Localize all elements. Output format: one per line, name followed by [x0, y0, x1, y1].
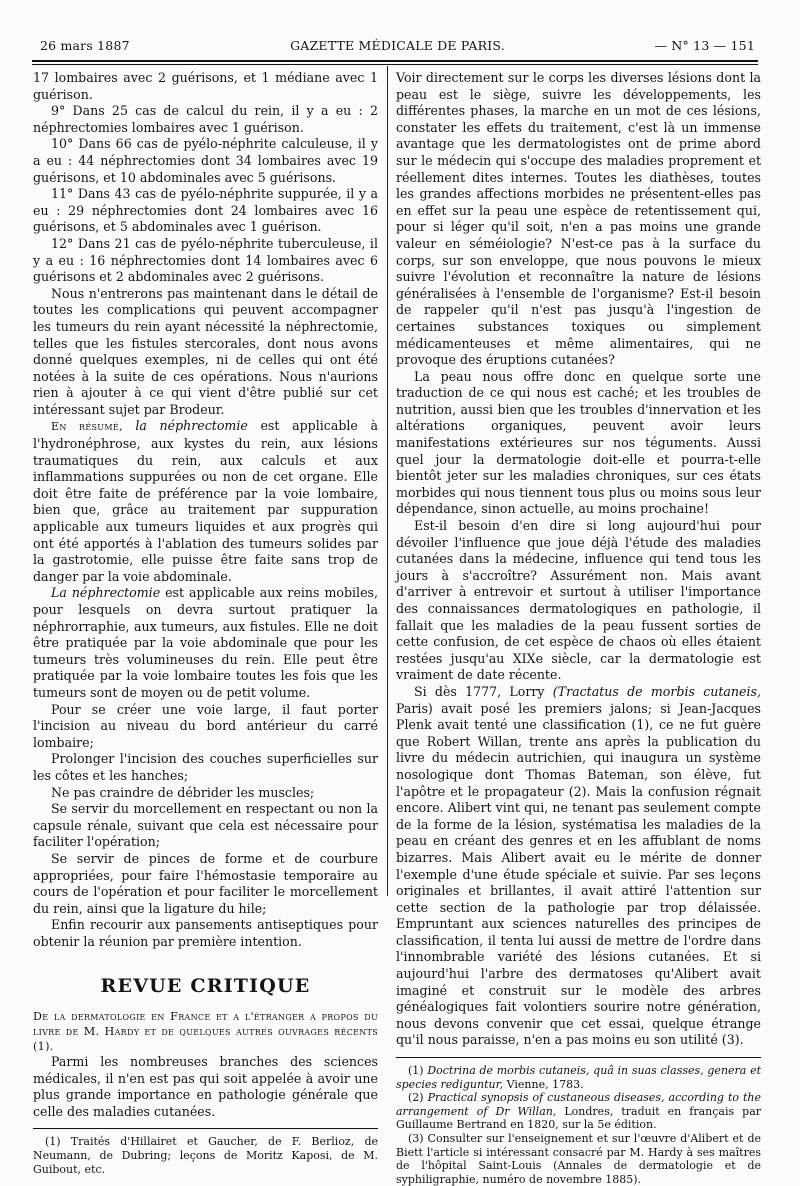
header-title: GAZETTE MÉDICALE DE PARIS. — [290, 38, 505, 53]
footnote-title: Practical synopsis of custaneous diseases, according to the arrangement of Dr Willan, — [396, 1091, 761, 1118]
paragraph: Nous n'entrerons pas maintenant dans le détail de toutes les complications qui peuvent accompagner les tumeurs du rein ayant nécessité la néphrectomie, telles que les fistules stercorales, dont nous avons donné quelques exemples, ni de celles qui ont été notées à la suite de ces opérations. Nous n'aurions rien à ajouter à ce qui vient d'être publié sur cet intéressant sujet par Brodeur. — [33, 285, 378, 417]
paragraph: 9° Dans 25 cas de calcul du rein, il y a eu : 2 néphrectomies lombaires avec 1 guérison. — [33, 103, 378, 135]
paragraph: 10° Dans 66 cas de pyélo-néphrite calculeuse, il y a eu : 44 néphrectomies dont 34 lombaires avec 19 guérisons, et 10 abdominales avec 5 guérisons. — [33, 136, 378, 185]
paragraph: 11° Dans 43 cas de pyélo-néphrite suppurée, il y a eu : 29 néphrectomies dont 24 lombaires avec 16 guérisons, et 5 abdominales avec 1 guérison. — [33, 186, 378, 235]
footnote — [396, 1091, 761, 1132]
left-column — [33, 70, 378, 1176]
footnote-rule — [33, 1128, 378, 1129]
footnote-text: Londres, traduit en français par Guillaume Bertrand en 1820, sur la 5e édition. — [396, 1104, 762, 1132]
paragraph: 17 lombaires avec 2 guérisons, et 1 médiane avec 1 guérison. — [33, 70, 378, 102]
paragraph: Parmi les nombreuses branches des sciences médicales, il n'en est pas qui soit appelée à avoir une plus grande importance en pathologie générale que celle des maladies cutanées. — [33, 1054, 378, 1119]
footnote-title: Doctrina de morbis cutaneis, quâ in suas classes, genera et species rediguntur, — [396, 1064, 761, 1091]
page-header — [40, 38, 755, 58]
header-page-number: — N° 13 — 151 — [654, 38, 755, 53]
footnote-text: Vienne, 1783. — [506, 1077, 584, 1091]
paragraph: 12° Dans 21 cas de pyélo-néphrite tuberculeuse, il y a eu : 16 néphrectomies dont 14 lombaires avec 6 guérisons et 2 abdominales avec 2 guérisons. — [33, 235, 378, 285]
paragraph: Enfin recourir aux pansements antiseptiques pour obtenir la réunion par première intention. — [33, 917, 378, 949]
footnote-number: (1) — [408, 1064, 424, 1078]
paragraph: Pour se créer une voie large, il faut porter l'incision au niveau du bord antérieur du carré lombaire; — [33, 701, 378, 750]
paragraph: Est-il besoin d'en dire si long aujourd'hui pour dévoiler l'influence que joue déjà l'étude des maladies cutanées dans la médecine, influence qui tend tous les jours à s'accroître? Assurément non. Mais avant d'arriver à entrevoir et surtout à utiliser l'importance des connaissances dermatologiques en pathologie, il fallait que les maladies de la peau fussent sorties de cette confusion, de cet espèce de chaos où elles étaient restées jusqu'au XIXe siècle, car la dermatologie est vraiment de date récente. — [396, 518, 761, 683]
paragraph-text: Paris) avait posé les premiers jalons; si Jean-Jacques Plenk avait tenté une classification (1), ce ne fut guère que Robert Willan, trente ans après la publication du livre du médecin autrichien, qui inaugura un système nosologique dont Thomas Bateman, son élève, fut l'apôtre et le propagateur (2). Mais la confusion régnait encore. Alibert vint qui, ne tenant pas seulement compte de la forme de la lésion, systématisa les maladies de la peau en créant des genres et en les affublant de noms bizarres. Mais Alibert avait eu le mérite de donner l'exemple d'une étude spéciale et suivie. Par ses leçons originales et brillantes, il avait attiré l'attention sur cette section de la pathologie par trop délaissée. Empruntant aux sciences naturelles des principes de classification, il tenta lui aussi de mettre de l'ordre dans l'innombrable variété des lésions cutanées. Et si aujourd'hui l'arbre des dermatoses qu'Alibert avait imaginé et construit sur le modèle des arbres généalogiques fait volontiers sourire notre génération, nous devons convenir que cet essai, quelque étrange qu'il nous paraisse, n'en a pas moins eu son utilité (3). — [396, 700, 761, 1048]
footnote: (1) Traités d'Hillairet et Gaucher, de F. Berlioz, de Neumann, de Dubring; leçons de Moritz Kaposi, de M. Guibout, etc. — [33, 1135, 378, 1176]
paragraph — [33, 418, 378, 585]
italic-term: La néphrectomie — [51, 585, 161, 601]
paragraph-text: Si dès 1777, Lorry — [414, 683, 545, 699]
paragraph: Voir directement sur le corps les diverses lésions dont la peau est le siège, suivre les développements, les différentes phases, la marche en un mot de ces lésions, constater les effets du traitement, c'est là un immense avantage que les dermatologistes ont de prime abord sur le médecin qui s'occupe des maladies proprement et réellement dites internes. Toutes les diathèses, toutes les grandes affections morbides ne présentent-elles pas en effet sur la peau une espèce de retentissement qui, pour si léger qu'il soit, n'en a pas moins une grande valeur en séméiologie? N'est-ce pas à la surface du corps, sur son enveloppe, que nous pouvons le mieux suivre l'évolution et reconnaître la nature de lésions généralisées à l'ensemble de l'organisme? Est-il besoin de rappeler qu'il n'est pas jusqu'à l'ingestion de certaines substances toxiques ou simplement médicamenteuses et même alimentaires, qui ne provoque des éruptions cutanées? — [396, 70, 761, 368]
paragraph-text: est applicable aux reins mobiles, pour lesquels on devra surtout pratiquer la néphrorraphie, aux tumeurs, aux fistules. Elle ne doit être pratiquée par la voie abdominale que pour les tumeurs très volumineuses du rein. Elle peut être pratiquée par la voie lombaire toutes les fois que les tumeurs sont de moyen ou de petit volume. — [33, 585, 379, 700]
paragraph: Se servir de pinces de forme et de courbure appropriées, pour faire l'hémostasie temporaire au cours de l'opération et pour faciliter le morcellement du rein, ainsi que la ligature du hile; — [33, 850, 378, 916]
footnote-rule — [396, 1057, 761, 1058]
paragraph — [396, 684, 761, 1049]
paragraph — [33, 585, 378, 701]
header-rule-thin — [32, 64, 758, 65]
right-column — [396, 70, 761, 1186]
column-divider — [387, 66, 388, 896]
paragraph-text: est applicable à l'hydronéphrose, aux kystes du rein, aux lésions traumatiques du rein, aux calculs et aux inflammations suppurées ou non de cet organe. Elle doit être faite de préférence par la voie lombaire, bien que, grâce au traitement par suppuration applicable aux tumeurs liquides et aux progrès qui ont été apportés à l'ablation des tumeurs solides par la gastrotomie, elle puisse être faite sans trop de danger par la voie abdominale. — [33, 418, 378, 584]
header-date: 26 mars 1887 — [40, 38, 130, 53]
paragraph: La peau nous offre donc en quelque sorte une traduction de ce qui nous est caché; et les troubles de nutrition, aussi bien que les troubles d'innervation et les altérations organiques, peuvent avoir leurs manifestations extérieures sur nos téguments. Aussi quel jour la dermatologie doit-elle et pourra-t-elle bientôt jeter sur les maladies chroniques, sur ces états morbides qui nous tiennent tous plus ou moins sous leur dépendance, sinon actuelle, au moins prochaine! — [396, 368, 761, 517]
footnote-number: (2) — [408, 1091, 424, 1105]
section-subtitle: De la dermatologie en France et a l'étranger a propos du livre de M. Hardy et de quelques autres ouvrages récents (1). — [33, 1010, 378, 1054]
paragraph: Ne pas craindre de débrider les muscles; — [51, 784, 315, 800]
footnote: (3) Consulter sur l'enseignement et sur l'œuvre d'Alibert et de Biett l'article si intéressant consacré par M. Hardy à ses maîtres de l'hôpital Saint-Louis (Annales de dermatologie et de syphiligraphie, numéro de novembre 1885). — [396, 1132, 761, 1186]
header-rule — [32, 60, 758, 62]
paragraph: Se servir du morcellement en respectant ou non la capsule rénale, suivant que cela est nécessaire pour faciliter l'opération; — [33, 801, 378, 850]
paragraph: Prolonger l'incision des couches superficielles sur les côtes et les hanches; — [33, 751, 378, 783]
footnote — [396, 1064, 761, 1091]
section-title: REVUE CRITIQUE — [100, 975, 311, 998]
italic-term: la néphrectomie — [135, 418, 248, 434]
lead-words: En résumé, — [51, 420, 123, 434]
italic-title: (Tractatus de morbis cutaneis, — [552, 683, 761, 699]
